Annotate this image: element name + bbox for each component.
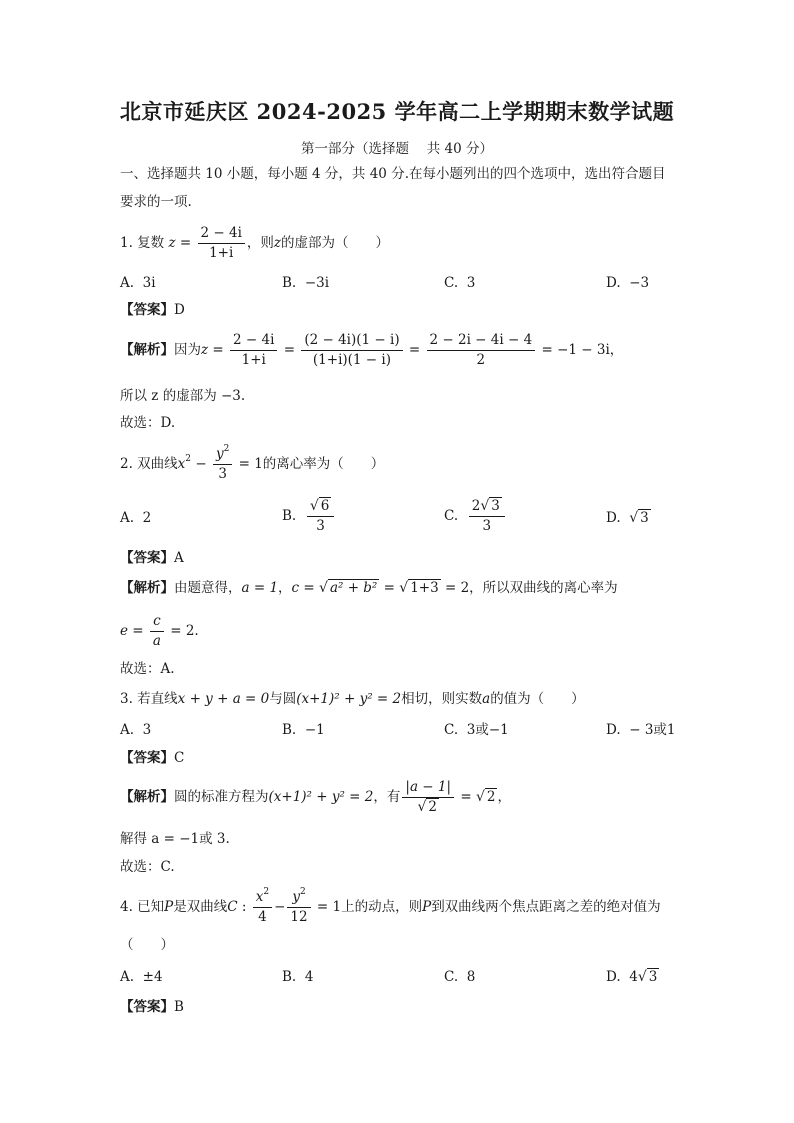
q4-option-d: D. 4√ 3: [606, 969, 658, 985]
q1-option-d: D. −3: [606, 275, 650, 291]
q1-option-a: A. 3i: [120, 275, 156, 291]
q2-option-c: C. $\frac{2√ 3}{3}$: [444, 494, 507, 538]
q1-z: z: [168, 235, 176, 251]
page-title: 北京市延庆区 2024-2025 学年高二上学期期末数学试题: [119, 99, 675, 124]
q4-option-c: C. 8: [444, 969, 476, 985]
q3-stem: 3. 若直线x + y + a = 0与圆(x+1)² + y² = 2相切，则实数a的值为（ ）: [120, 691, 585, 707]
q2-option-b: B. $\frac{√ 6}{3}$: [282, 494, 336, 538]
section-heading-line1: 一、选择题共 10 小题，每小题 4 分，共 40 分.在每小题列出的四个选项中，选出符合题目: [120, 166, 666, 182]
q2-option-d: D. √ 3: [606, 510, 649, 526]
q2-choose: 故选：A.: [120, 661, 175, 677]
q1-option-c: C. 3: [444, 275, 476, 291]
q1-analysis-line2: 所以 z 的虚部为 −3.: [120, 388, 246, 404]
q1-prefix: 1. 复数: [120, 235, 165, 251]
q1-suffix-z: z: [273, 235, 282, 251]
q3-analysis: 【解析】圆的标准方程为(x+1)² + y² = 2，有 $\frac{|a - 1|}{√ 2}$ = √ 2 ，: [120, 779, 511, 815]
q3-answer: 【答案】C: [120, 750, 185, 766]
q1-eq: =: [175, 235, 196, 251]
q4-paren: （ ）: [120, 937, 174, 953]
q2-stem: 2. 双曲线$x^2$ − $\frac{y^2}{3}$ = 1的离心率为（ ）: [120, 444, 385, 482]
q1-suffix-b: 的虚部为（ ）: [281, 235, 390, 251]
q1-suffix-a: ，则: [246, 235, 274, 251]
q1-option-b: B. −3i: [282, 275, 330, 291]
q4-option-a: A. ±4: [120, 969, 163, 985]
q2-eccentricity: e = $\frac{c}{a}$ = 2.: [120, 613, 199, 649]
q4-stem: 4. 已知P是双曲线C : $\frac{x^2}{4}$ − $\frac{y^2}{12}$ = 1上的动点，则P到双曲线两个焦点距离之差的绝对值为: [120, 887, 661, 925]
q1-analysis: 【解析】因为z = $\frac{2 - 4i}{1+i}$ = $\frac{(2 - 4i)(1 - i)}{(1+i)(1 - i)}$ = $\frac{2 - 2i - 4i - 4}{2}$ = −1 − 3i，: [120, 332, 624, 368]
q3-analysis-line2: 解得 a = −1或 3.: [120, 831, 230, 847]
part-subtitle: 第一部分（选择题 共 40 分）: [300, 141, 494, 157]
q1-fraction: [198, 224, 245, 263]
q3-choose: 故选：C.: [120, 859, 175, 875]
q3-option-d: D. − 3或1: [606, 722, 676, 738]
q3-option-a: A. 3: [120, 722, 152, 738]
q3-option-c: C. 3或−1: [444, 722, 509, 738]
q2-analysis: 【解析】由题意得，a = 1，c = √ a² + b² = √ 1+3 = 2，所以双曲线的离心率为: [120, 580, 618, 596]
q2-option-a: A. 2: [120, 510, 152, 526]
q4-option-b: B. 4: [282, 969, 314, 985]
q1-answer: 【答案】D: [120, 302, 185, 318]
q1-denominator: 1+i: [209, 245, 234, 261]
q1-stem: [120, 224, 389, 263]
q4-answer: 【答案】B: [120, 999, 184, 1015]
q1-choose: 故选：D.: [120, 415, 176, 431]
q1-numerator: 2 − 4i: [198, 224, 245, 244]
q2-answer: 【答案】A: [120, 550, 184, 566]
q3-option-b: B. −1: [282, 722, 325, 738]
section-heading-line2: 要求的一项.: [120, 194, 192, 210]
